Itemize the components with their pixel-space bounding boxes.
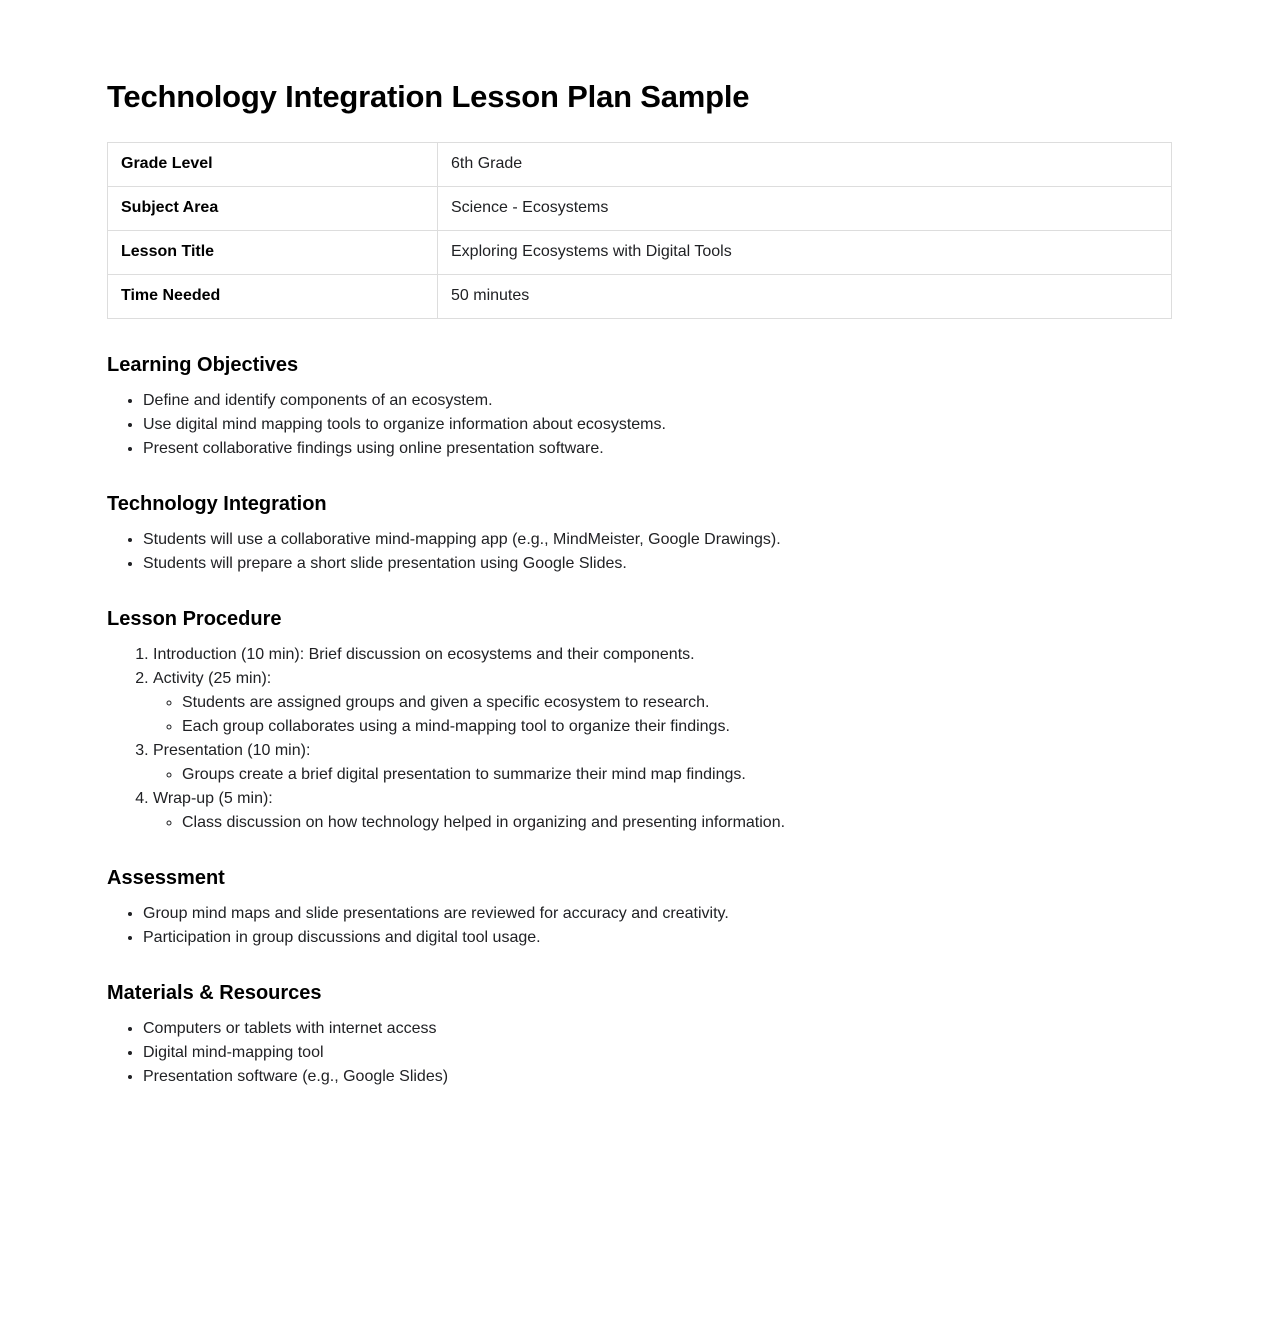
table-row [108, 187, 1172, 231]
step-text: Wrap-up (5 min): [153, 790, 273, 807]
section-heading-assessment: Assessment [107, 867, 225, 889]
list-item: • Define and identify components of an ecosystem. [143, 389, 1172, 413]
table-cell-key: Subject Area [108, 187, 438, 231]
section-learning-objectives [107, 353, 1172, 461]
list-item [153, 787, 1172, 835]
table-row [108, 143, 1172, 187]
list-item [153, 643, 1172, 667]
page-title: Technology Integration Lesson Plan Sample [107, 79, 750, 114]
page-bottom-whitespace [107, 1089, 1172, 1329]
section-heading-learning-objectives: Learning Objectives [107, 354, 299, 376]
list-item: • Digital mind-mapping tool [143, 1041, 1172, 1065]
section-technology-integration [107, 492, 1172, 576]
list-item: • Use digital mind mapping tools to organize information about ecosystems. [143, 413, 1172, 437]
section-heading-technology-integration: Technology Integration [107, 493, 327, 515]
substep-list [153, 691, 1172, 739]
list-item [153, 739, 1172, 787]
list-item: • Students will use a collaborative mind-mapping app (e.g., MindMeister, Google Drawings). [143, 528, 1172, 552]
list-item: • Computers or tablets with internet access [143, 1017, 1172, 1041]
table-cell-key: Time Needed [108, 275, 438, 319]
materials-resources-list [107, 1017, 1172, 1089]
assessment-list [107, 902, 1172, 950]
section-heading-lesson-procedure: Lesson Procedure [107, 608, 282, 630]
list-item: • Present collaborative findings using online presentation software. [143, 437, 1172, 461]
table-row [108, 275, 1172, 319]
list-item [153, 667, 1172, 739]
list-item: • Students will prepare a short slide presentation using Google Slides. [143, 552, 1172, 576]
list-item: • Participation in group discussions and digital tool usage. [143, 926, 1172, 950]
section-heading-materials-resources: Materials & Resources [107, 982, 322, 1004]
sub-list-item: ◦ Class discussion on how technology helped in organizing and presenting information. [182, 811, 1172, 835]
substep-list [153, 763, 1172, 787]
table-row [108, 231, 1172, 275]
table-cell-value: Exploring Ecosystems with Digital Tools [438, 231, 1172, 275]
step-text: Presentation (10 min): [153, 742, 311, 759]
list-item: • Presentation software (e.g., Google Slides) [143, 1065, 1172, 1089]
table-cell-value: 50 minutes [438, 275, 1172, 319]
lesson-procedure-list [107, 643, 1172, 835]
technology-integration-list [107, 528, 1172, 576]
table-cell-value: Science - Ecosystems [438, 187, 1172, 231]
section-lesson-procedure [107, 607, 1172, 835]
sub-list-item: ◦ Students are assigned groups and given a specific ecosystem to research. [182, 691, 1172, 715]
table-cell-value: 6th Grade [438, 143, 1172, 187]
table-body [108, 143, 1172, 319]
list-item: • Group mind maps and slide presentations are reviewed for accuracy and creativity. [143, 902, 1172, 926]
table-cell-key: Grade Level [108, 143, 438, 187]
step-text: Introduction (10 min): Brief discussion on ecosystems and their components. [153, 646, 695, 663]
sub-list-item: ◦ Each group collaborates using a mind-mapping tool to organize their findings. [182, 715, 1172, 739]
sub-list-item: ◦ Groups create a brief digital presentation to summarize their mind map findings. [182, 763, 1172, 787]
table-cell-key: Lesson Title [108, 231, 438, 275]
section-assessment [107, 866, 1172, 950]
step-text: Activity (25 min): [153, 670, 272, 687]
substep-list [153, 811, 1172, 835]
learning-objectives-list [107, 389, 1172, 461]
lesson-info-table [107, 142, 1172, 319]
section-materials-resources [107, 981, 1172, 1089]
